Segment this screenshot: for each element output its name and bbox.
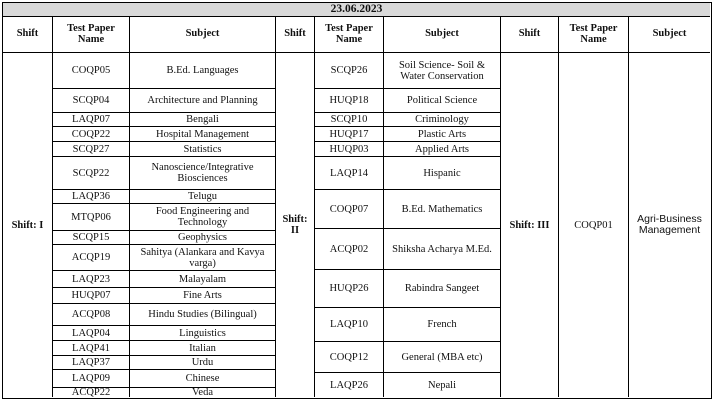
header-shift-2: Shift: [276, 17, 315, 53]
shift-1-code: LAQP07: [53, 113, 130, 127]
shift-2-subject: General (MBA etc): [384, 342, 501, 373]
shift-1-code: SCQP04: [53, 89, 130, 113]
shift-3-code: COQP01: [559, 53, 629, 397]
shift-2-subject: Criminology: [384, 113, 501, 127]
header-test-paper-name-3: Test Paper Name: [559, 17, 629, 53]
shift-2-subject: Hispanic: [384, 157, 501, 190]
header-shift-3: Shift: [501, 17, 559, 53]
header-subject-2: Subject: [384, 17, 501, 53]
shift-1-code: LAQP41: [53, 341, 130, 356]
shift-1-subject: Chinese: [130, 370, 276, 388]
shift-1-subject: Urdu: [130, 356, 276, 370]
shift-1-code: ACQP08: [53, 304, 130, 326]
shift-1-code: ACQP19: [53, 245, 130, 271]
shift-1-code: SCQP27: [53, 142, 130, 157]
shift-1-code: ACQP22: [53, 388, 130, 397]
shift-1-subject: Hindu Studies (Bilingual): [130, 304, 276, 326]
header-test-paper-name-1: Test Paper Name: [53, 17, 130, 53]
exam-schedule-table: [2, 2, 712, 399]
shift-1-code: LAQP36: [53, 190, 130, 204]
shift-2-subject: Political Science: [384, 89, 501, 113]
shift-2-code: HUQP18: [315, 89, 384, 113]
shift-2-code: ACQP02: [315, 229, 384, 270]
shift-1-subject: Sahitya (Alankara and Kavya varga): [130, 245, 276, 271]
shift-1-code: COQP05: [53, 53, 130, 89]
shift-1-code: SCQP22: [53, 157, 130, 190]
shift-1-subject: Food Engineering and Technology: [130, 204, 276, 231]
shift-1-code: HUQP07: [53, 288, 130, 304]
shift-2-code: SCQP10: [315, 113, 384, 127]
shift-2-subject: French: [384, 308, 501, 342]
shift-2-code: LAQP26: [315, 373, 384, 397]
shift-1-subject: Italian: [130, 341, 276, 356]
shift-2-code: HUQP26: [315, 270, 384, 308]
shift-2-subject: B.Ed. Mathematics: [384, 190, 501, 229]
header-subject-3: Subject: [629, 17, 710, 53]
shift-1-code: LAQP04: [53, 326, 130, 341]
shift-1-subject: Malayalam: [130, 271, 276, 288]
shift-2-code: SCQP26: [315, 53, 384, 89]
shift-1-subject: Hospital Management: [130, 127, 276, 142]
shift-2-subject: Plastic Arts: [384, 127, 501, 142]
header-shift-1: Shift: [3, 17, 53, 53]
shift-2-code: COQP12: [315, 342, 384, 373]
shift-2-code: COQP07: [315, 190, 384, 229]
shift-2-subject: Rabindra Sangeet: [384, 270, 501, 308]
shift-2-subject: Nepali: [384, 373, 501, 397]
shift-2-subject: Soil Science- Soil & Water Conservation: [384, 53, 501, 89]
shift-1-code: LAQP23: [53, 271, 130, 288]
shift-1-subject: Fine Arts: [130, 288, 276, 304]
header-test-paper-name-2: Test Paper Name: [315, 17, 384, 53]
shift-3-label: Shift: III: [501, 53, 559, 397]
shift-1-code: MTQP06: [53, 204, 130, 231]
shift-1-subject: B.Ed. Languages: [130, 53, 276, 89]
shift-1-code: LAQP09: [53, 370, 130, 388]
shift-1-label: Shift: I: [3, 53, 53, 397]
shift-1-code: SCQP15: [53, 231, 130, 245]
shift-2-code: LAQP10: [315, 308, 384, 342]
shift-1-subject: Telugu: [130, 190, 276, 204]
shift-1-subject: Bengali: [130, 113, 276, 127]
shift-1-subject: Statistics: [130, 142, 276, 157]
shift-1-code: COQP22: [53, 127, 130, 142]
shift-2-subject: Applied Arts: [384, 142, 501, 157]
shift-1-subject: Architecture and Planning: [130, 89, 276, 113]
shift-2-subject: Shiksha Acharya M.Ed.: [384, 229, 501, 270]
shift-1-code: LAQP37: [53, 356, 130, 370]
shift-1-subject: Nanoscience/Integrative Biosciences: [130, 157, 276, 190]
shift-1-subject: Veda: [130, 388, 276, 397]
shift-2-code: LAQP14: [315, 157, 384, 190]
shift-1-subject: Geophysics: [130, 231, 276, 245]
shift-2-label: Shift: II: [276, 53, 315, 397]
shift-1-subject: Linguistics: [130, 326, 276, 341]
date-banner: 23.06.2023: [3, 3, 710, 17]
shift-3-subject: Agri-Business Management: [637, 213, 702, 236]
shift-2-code: HUQP03: [315, 142, 384, 157]
shift-2-code: HUQP17: [315, 127, 384, 142]
header-subject-1: Subject: [130, 17, 276, 53]
